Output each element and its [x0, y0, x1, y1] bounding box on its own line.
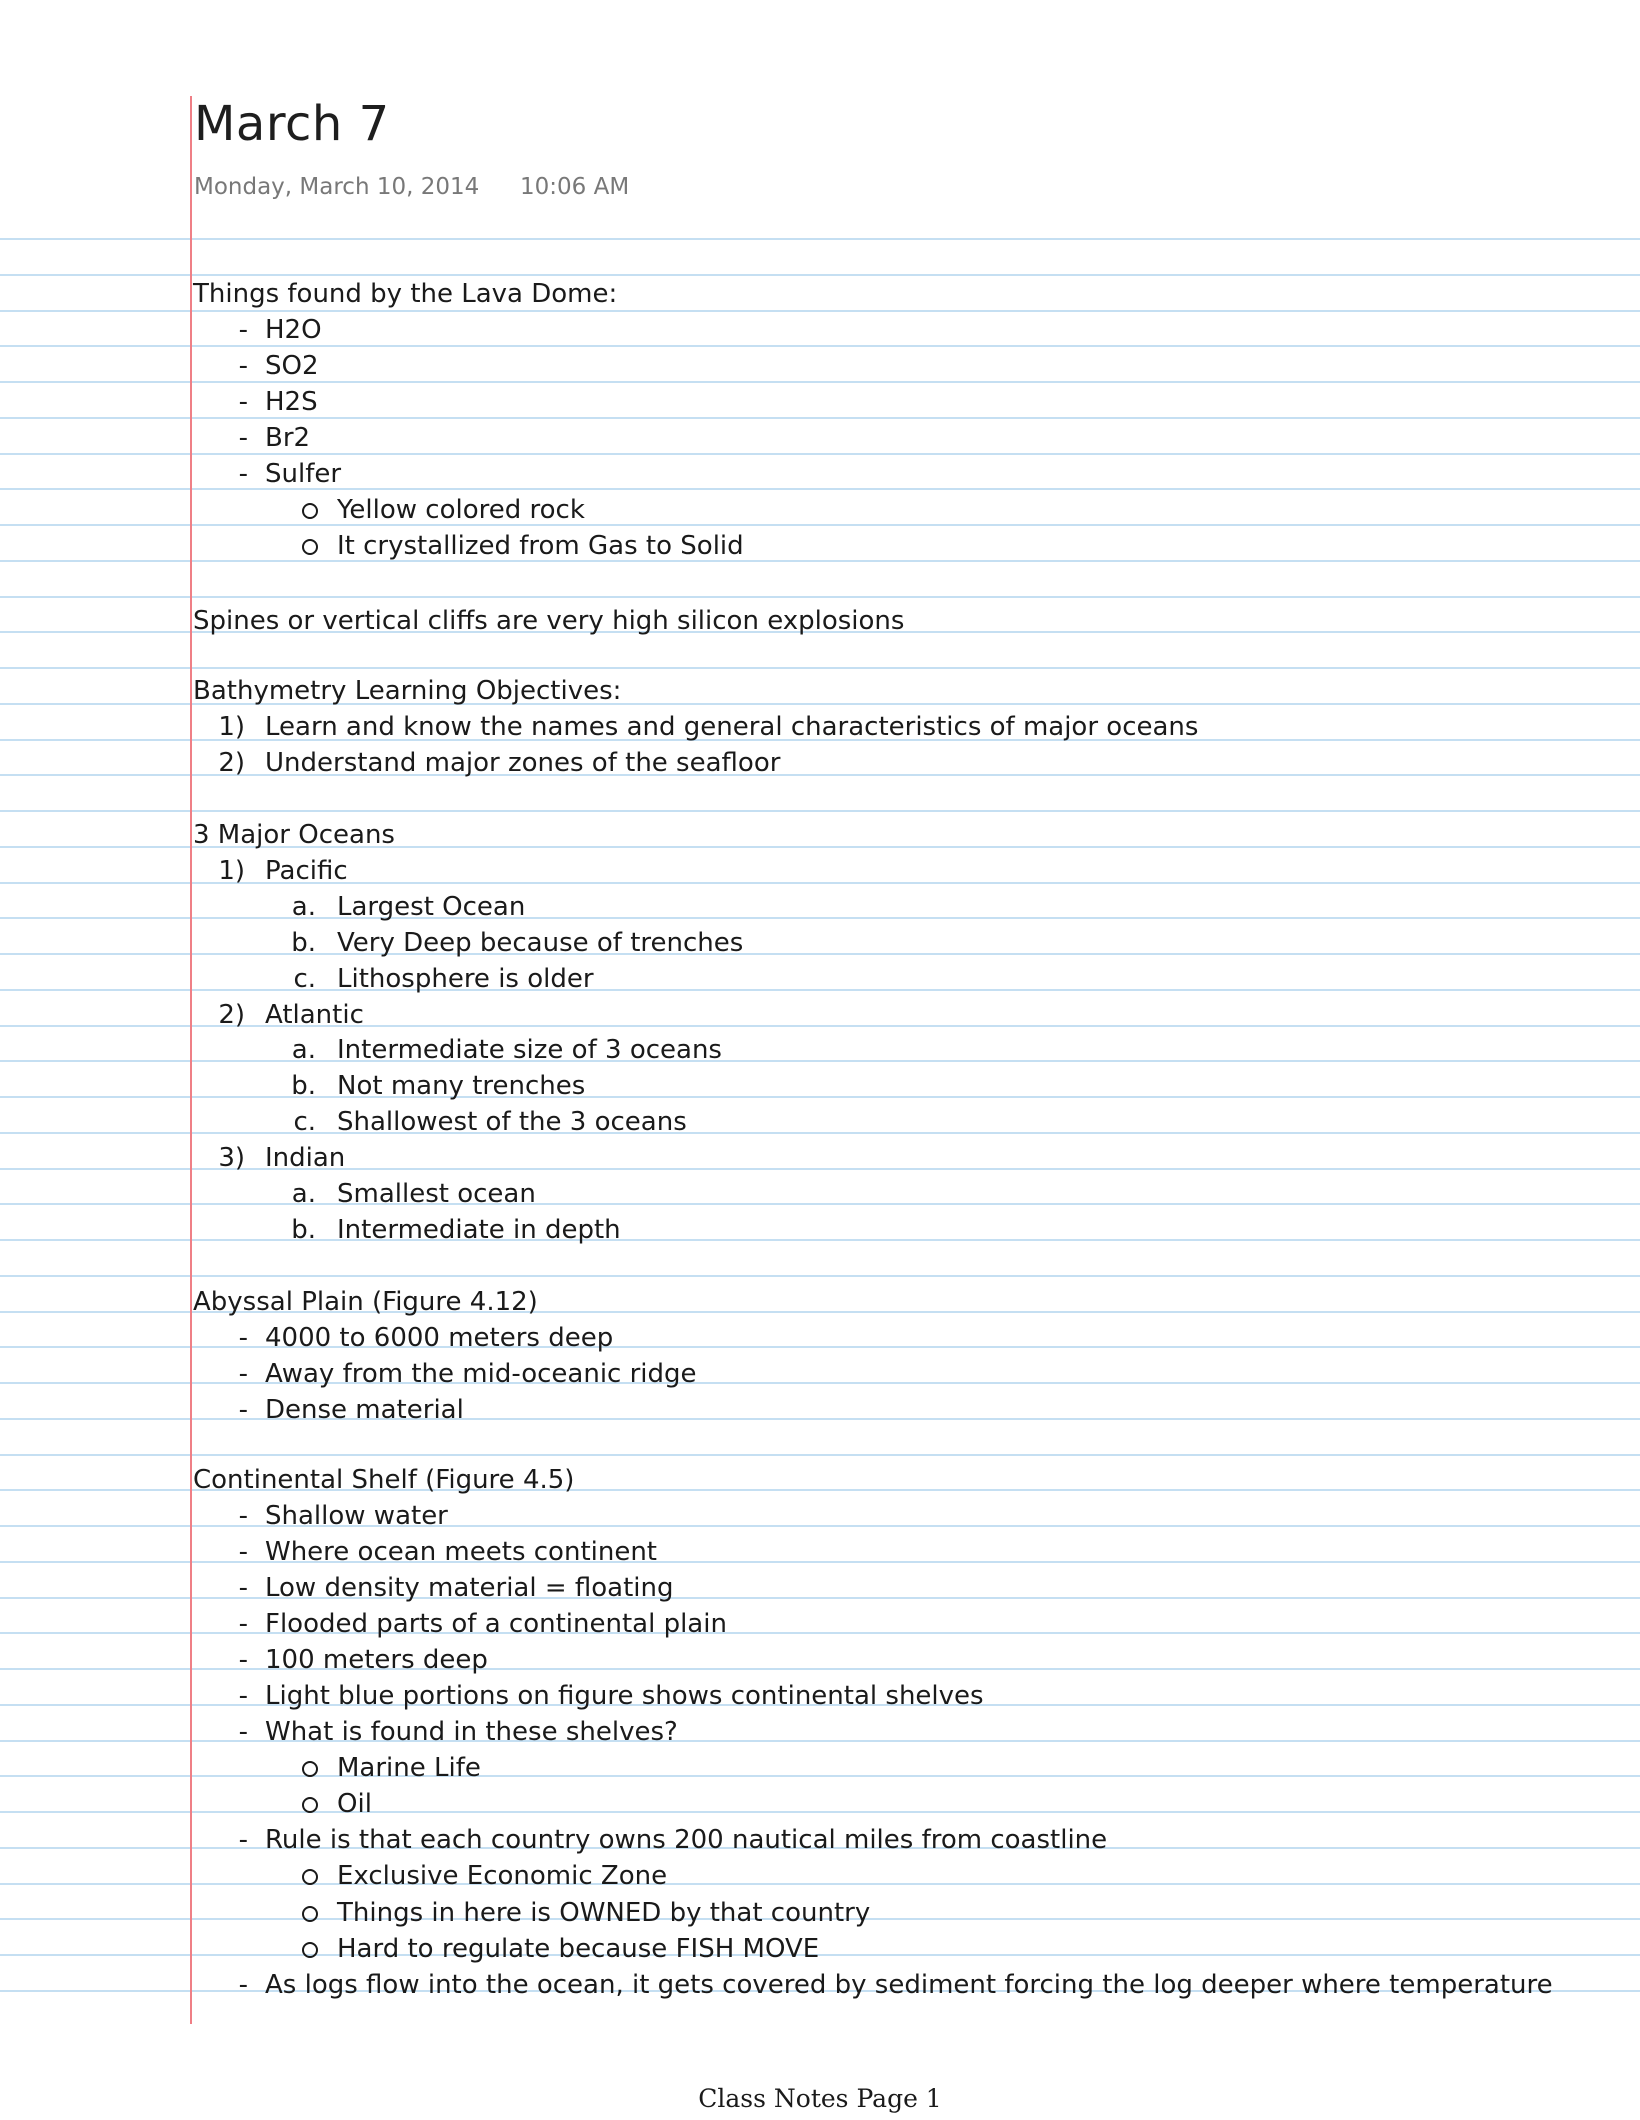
page-time: 10:06 AM [520, 174, 630, 200]
list-item: Light blue portions on figure shows continental shelves [265, 1681, 984, 1711]
dash-marker: - [238, 1573, 248, 1603]
list-item: Learn and know the names and general characteristics of major oceans [265, 712, 1199, 742]
ruled-line [0, 1811, 1640, 1813]
list-item: Br2 [265, 423, 311, 453]
number-marker: 2) [218, 1000, 245, 1030]
list-item: Rule is that each country owns 200 nautical miles from coastline [265, 1825, 1108, 1855]
circle-bullet-icon [302, 1906, 318, 1922]
section-heading-lava-dome: Things found by the Lava Dome: [193, 279, 618, 309]
number-marker: 2) [218, 748, 245, 778]
dash-marker: - [238, 1825, 248, 1855]
ruled-line [0, 274, 1640, 276]
ruled-line [0, 1275, 1640, 1277]
ruled-line [0, 774, 1640, 776]
dash-marker: - [238, 459, 248, 489]
ruled-line [0, 1203, 1640, 1205]
letter-marker: a. [291, 892, 316, 922]
letter-marker: b. [291, 928, 316, 958]
ruled-line [0, 882, 1640, 884]
sub-list-item: Smallest ocean [337, 1179, 536, 1209]
sub-list-item: Things in here is OWNED by that country [337, 1898, 871, 1928]
section-heading-abyssal-plain: Abyssal Plain (Figure 4.12) [193, 1287, 538, 1317]
ruled-line [0, 238, 1640, 240]
section-heading-bathymetry: Bathymetry Learning Objectives: [193, 676, 622, 706]
dash-marker: - [238, 315, 248, 345]
sub-list-item: Intermediate size of 3 oceans [337, 1035, 722, 1065]
dash-marker: - [238, 1970, 248, 2000]
number-marker: 1) [218, 856, 245, 886]
ruled-line [0, 917, 1640, 919]
letter-marker: a. [291, 1179, 316, 1209]
ruled-line [0, 1025, 1640, 1027]
dash-marker: - [238, 351, 248, 381]
dash-marker: - [238, 1501, 248, 1531]
ruled-line [0, 1954, 1640, 1956]
letter-marker: b. [291, 1071, 316, 1101]
dash-marker: - [238, 423, 248, 453]
ruled-line [0, 810, 1640, 812]
sub-list-item: Lithosphere is older [337, 964, 594, 994]
circle-bullet-icon [302, 1797, 318, 1813]
sub-list-item: Oil [337, 1789, 372, 1819]
letter-marker: a. [291, 1035, 316, 1065]
dash-marker: - [238, 1537, 248, 1567]
ruled-line [0, 1883, 1640, 1885]
circle-bullet-icon [302, 1761, 318, 1777]
list-item: Indian [265, 1143, 346, 1173]
sub-list-item: Hard to regulate because FISH MOVE [337, 1934, 820, 1964]
list-item: Dense material [265, 1395, 464, 1425]
section-heading-oceans: 3 Major Oceans [193, 820, 395, 850]
list-item: Pacific [265, 856, 348, 886]
list-item: 100 meters deep [265, 1645, 488, 1675]
letter-marker: c. [293, 964, 316, 994]
ruled-line [0, 596, 1640, 598]
sub-list-item: It crystallized from Gas to Solid [337, 531, 744, 561]
sub-list-item: Marine Life [337, 1753, 481, 1783]
sub-list-item: Intermediate in depth [337, 1215, 621, 1245]
sub-list-item: Yellow colored rock [337, 495, 585, 525]
list-item: Shallow water [265, 1501, 448, 1531]
letter-marker: b. [291, 1215, 316, 1245]
ruled-line [0, 989, 1640, 991]
ruled-line [0, 667, 1640, 669]
list-item: H2S [265, 387, 318, 417]
ruled-line [0, 560, 1640, 562]
ruled-line [0, 524, 1640, 526]
ruled-line [0, 1775, 1640, 1777]
list-item: Understand major zones of the seafloor [265, 748, 781, 778]
page-title: March 7 [194, 96, 390, 152]
list-item: As logs flow into the ocean, it gets covered by sediment forcing the log deeper where temperature [265, 1970, 1553, 2000]
circle-bullet-icon [302, 1942, 318, 1958]
dash-marker: - [238, 1609, 248, 1639]
ruled-line [0, 1454, 1640, 1456]
list-item: 4000 to 6000 meters deep [265, 1323, 614, 1353]
list-item: Flooded parts of a continental plain [265, 1609, 727, 1639]
number-marker: 3) [218, 1143, 245, 1173]
margin-line [190, 96, 192, 2024]
sub-list-item: Not many trenches [337, 1071, 586, 1101]
sub-list-item: Very Deep because of trenches [337, 928, 744, 958]
section-heading-continental-shelf: Continental Shelf (Figure 4.5) [193, 1465, 575, 1495]
dash-marker: - [238, 1645, 248, 1675]
ruled-line [0, 1060, 1640, 1062]
page-footer: Class Notes Page 1 [698, 2084, 942, 2113]
sub-list-item: Exclusive Economic Zone [337, 1861, 668, 1891]
page-date: Monday, March 10, 2014 [194, 174, 480, 200]
ruled-line [0, 1168, 1640, 1170]
dash-marker: - [238, 1681, 248, 1711]
paragraph-spines: Spines or vertical cliffs are very high silicon explosions [193, 606, 905, 636]
list-item: What is found in these shelves? [265, 1717, 678, 1747]
list-item: SO2 [265, 351, 319, 381]
list-item: Where ocean meets continent [265, 1537, 658, 1567]
circle-bullet-icon [302, 1869, 318, 1885]
dash-marker: - [238, 1323, 248, 1353]
ruled-line [0, 953, 1640, 955]
list-item: H2O [265, 315, 322, 345]
list-item: Low density material = floating [265, 1573, 674, 1603]
dash-marker: - [238, 1395, 248, 1425]
ruled-line [0, 1239, 1640, 1241]
list-item: Atlantic [265, 1000, 364, 1030]
dash-marker: - [238, 1717, 248, 1747]
sub-list-item: Largest Ocean [337, 892, 526, 922]
dash-marker: - [238, 1359, 248, 1389]
list-item: Sulfer [265, 459, 342, 489]
circle-bullet-icon [302, 503, 318, 519]
sub-list-item: Shallowest of the 3 oceans [337, 1107, 687, 1137]
circle-bullet-icon [302, 539, 318, 555]
ruled-line [0, 1132, 1640, 1134]
list-item: Away from the mid-oceanic ridge [265, 1359, 697, 1389]
ruled-line [0, 1096, 1640, 1098]
dash-marker: - [238, 387, 248, 417]
letter-marker: c. [293, 1107, 316, 1137]
number-marker: 1) [218, 712, 245, 742]
